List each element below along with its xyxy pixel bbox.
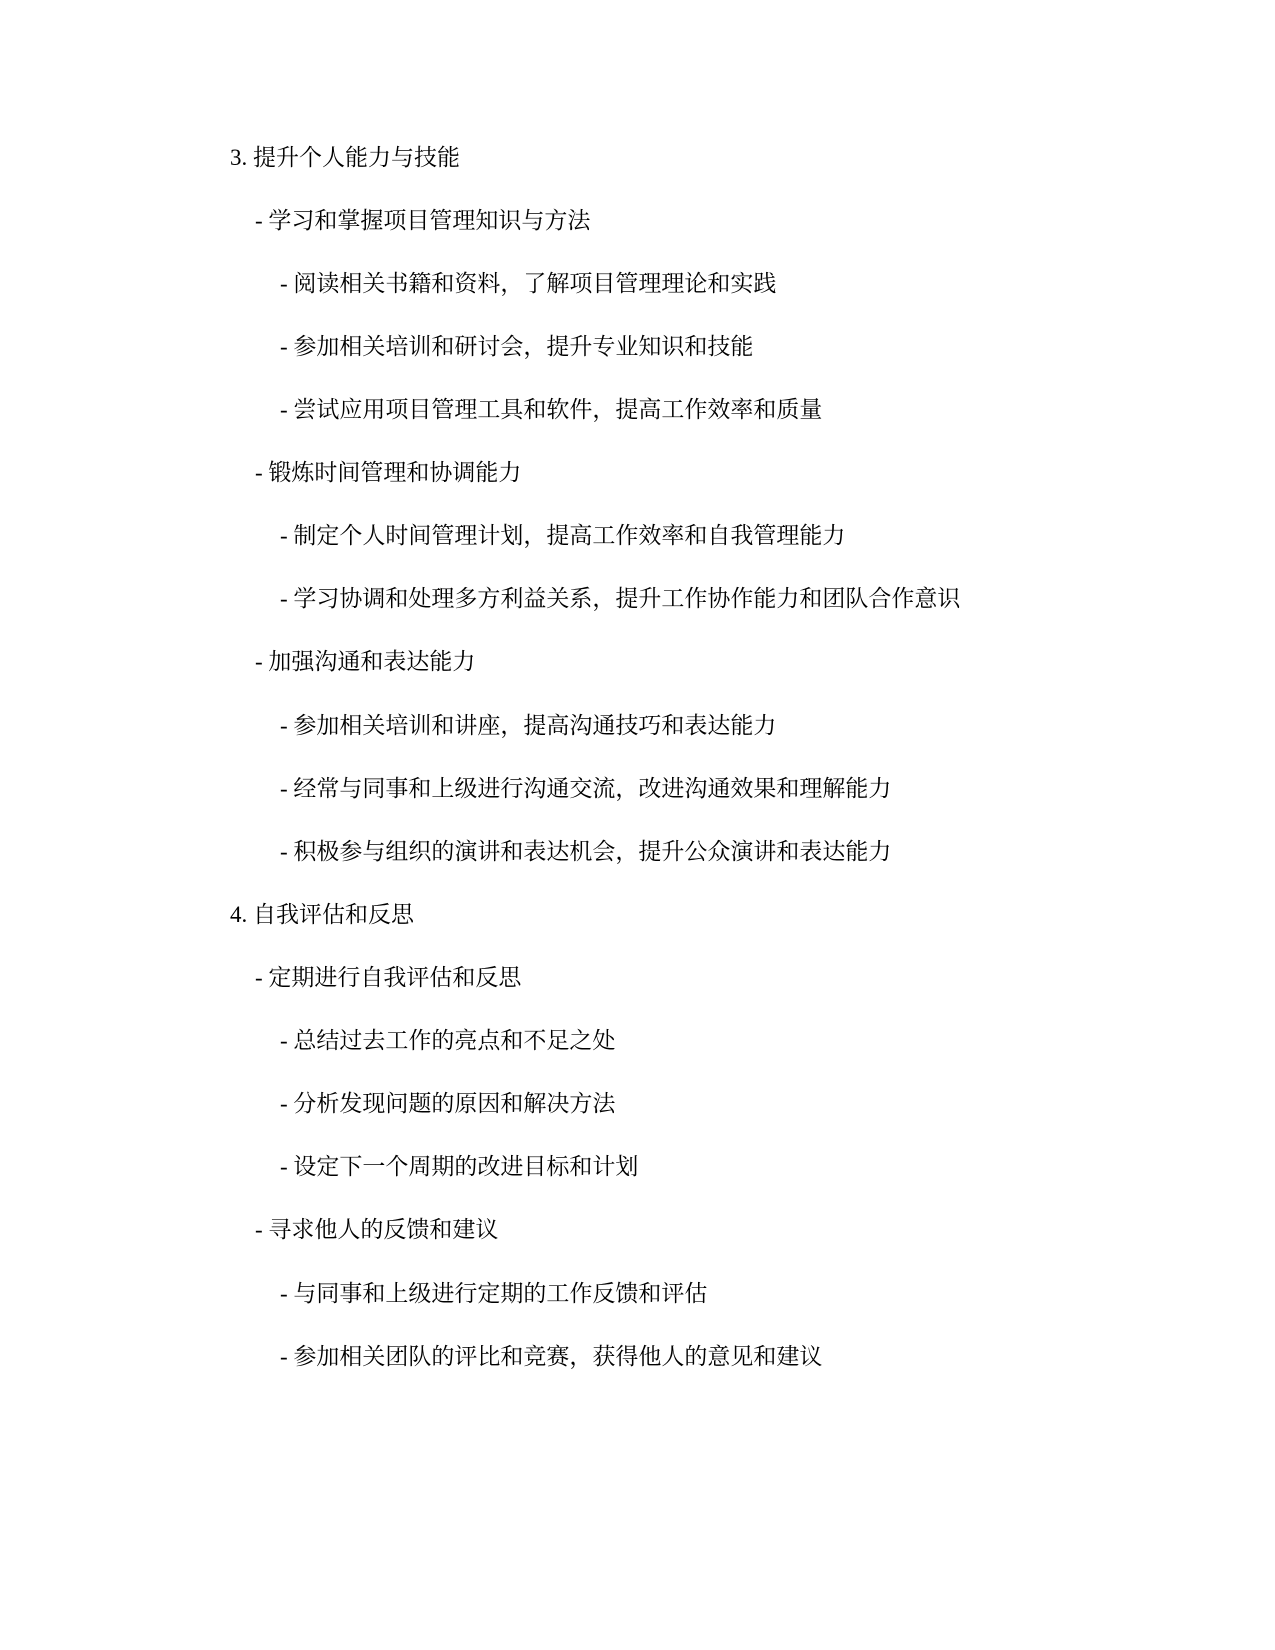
list-item: - 经常与同事和上级进行沟通交流，改进沟通效果和理解能力 <box>280 776 892 801</box>
list-item: - 与同事和上级进行定期的工作反馈和评估 <box>280 1281 708 1306</box>
list-item: - 参加相关培训和研讨会，提升专业知识和技能 <box>280 334 754 359</box>
list-item: - 参加相关培训和讲座，提高沟通技巧和表达能力 <box>280 713 777 738</box>
section-heading-4: 4. 自我评估和反思 <box>230 902 414 927</box>
list-item: - 参加相关团队的评比和竞赛，获得他人的意见和建议 <box>280 1344 823 1369</box>
subsection-item: - 寻求他人的反馈和建议 <box>255 1217 499 1242</box>
list-item: - 积极参与组织的演讲和表达机会，提升公众演讲和表达能力 <box>280 839 892 864</box>
subsection-item: - 学习和掌握项目管理知识与方法 <box>255 208 591 233</box>
subsection-item: - 加强沟通和表达能力 <box>255 649 476 674</box>
list-item: - 分析发现问题的原因和解决方法 <box>280 1091 616 1116</box>
list-item: - 总结过去工作的亮点和不足之处 <box>280 1028 616 1053</box>
list-item: - 制定个人时间管理计划，提高工作效率和自我管理能力 <box>280 523 846 548</box>
list-item: - 阅读相关书籍和资料，了解项目管理理论和实践 <box>280 271 777 296</box>
list-item: - 学习协调和处理多方利益关系，提升工作协作能力和团队合作意识 <box>280 586 961 611</box>
subsection-item: - 定期进行自我评估和反思 <box>255 965 522 990</box>
list-item: - 设定下一个周期的改进目标和计划 <box>280 1154 639 1179</box>
subsection-item: - 锻炼时间管理和协调能力 <box>255 460 522 485</box>
section-heading-3: 3. 提升个人能力与技能 <box>230 145 460 170</box>
list-item: - 尝试应用项目管理工具和软件，提高工作效率和质量 <box>280 397 823 422</box>
